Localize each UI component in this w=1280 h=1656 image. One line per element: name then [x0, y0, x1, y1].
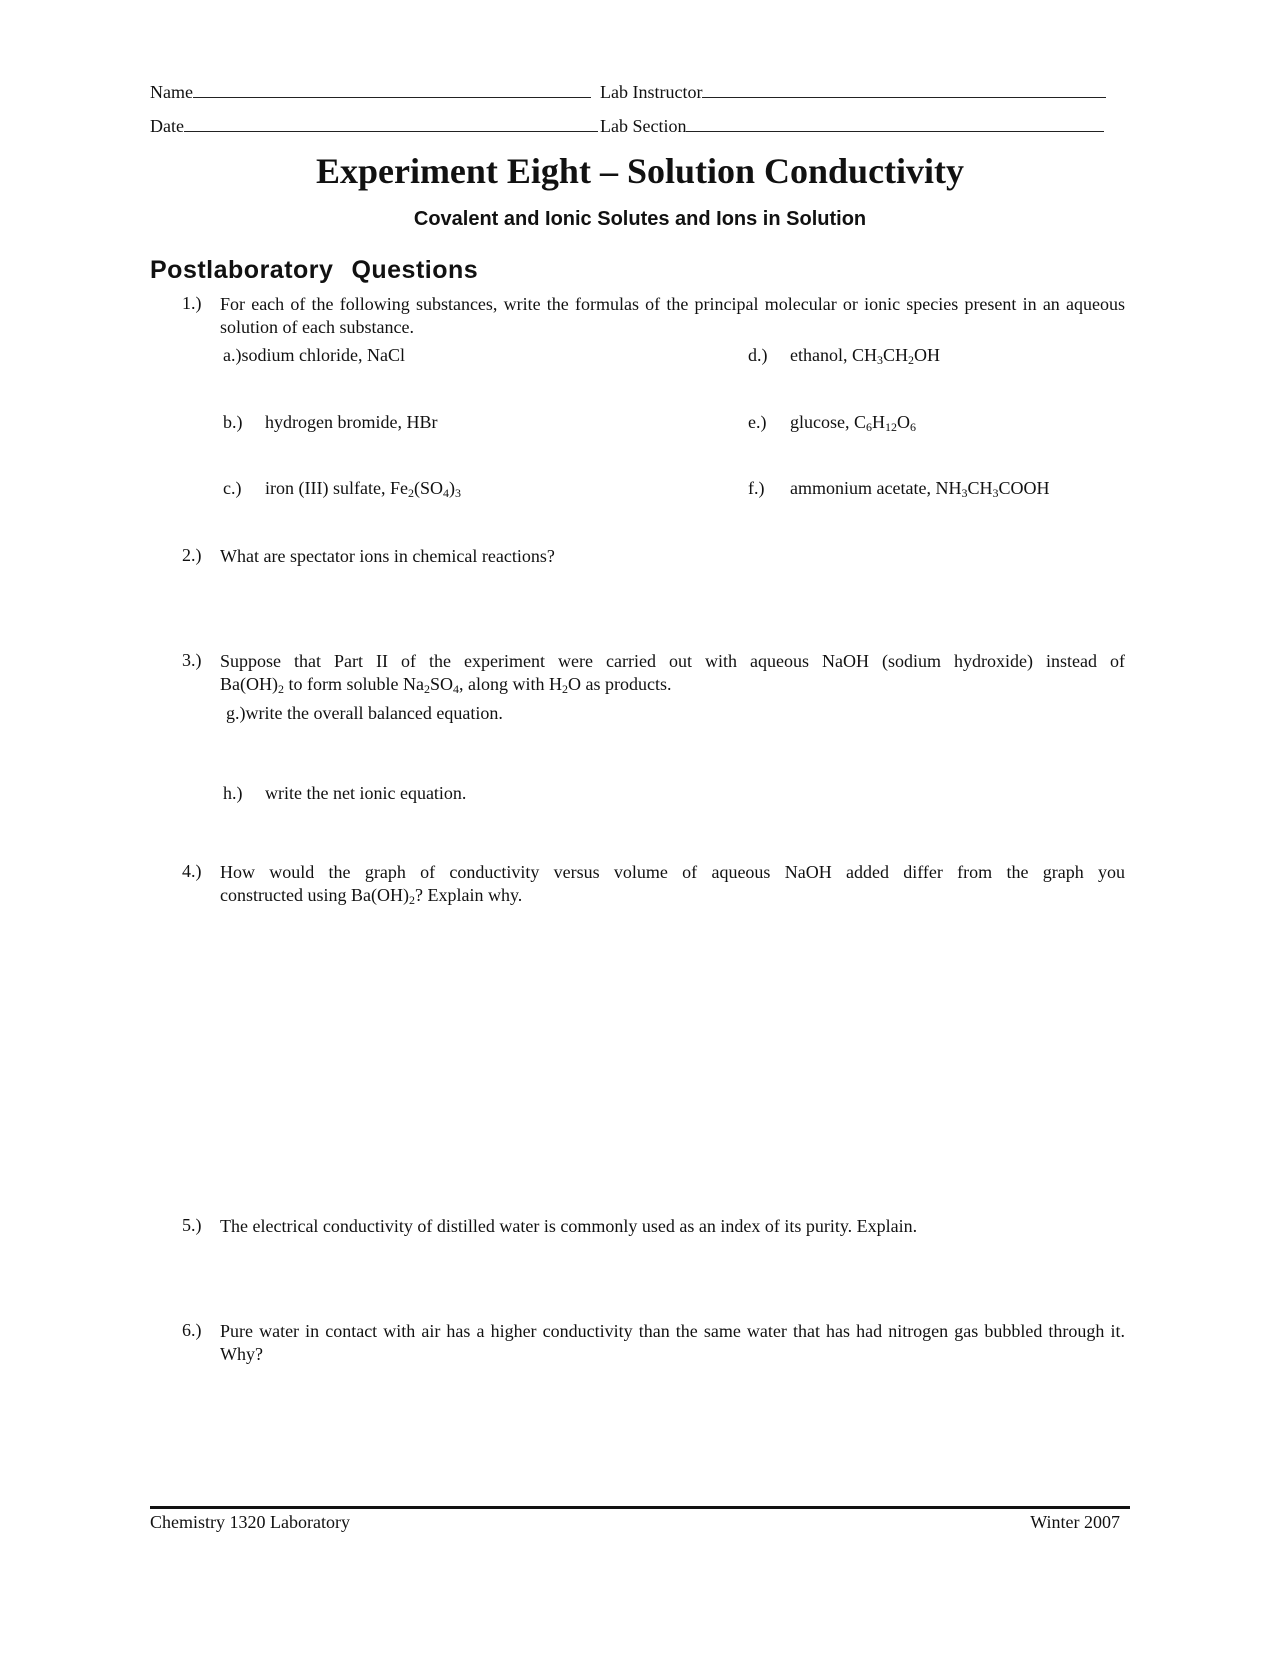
question-1d-text: ethanol, $CH_3CH_2OH$ [790, 345, 941, 367]
question-6-number: 6.) [182, 1320, 202, 1340]
question-3-line-2: $Ba(OH)_2$ to form soluble $Na_2SO_4$, along with $H_2O$ as products. [220, 674, 672, 696]
question-5-number: 5.) [182, 1215, 202, 1235]
lab-instructor-field [600, 80, 1106, 103]
question-5-text: The electrical conductivity of distilled water is commonly used as an index of its purity. Explain. [220, 1216, 918, 1236]
lab-section-blank[interactable] [686, 114, 1104, 132]
section-heading-word-1: Postlaboratory [150, 256, 334, 284]
question-3h-text: write the net ionic equation. [265, 783, 467, 803]
footer-term: Winter 2007 [1030, 1512, 1120, 1532]
question-1d [748, 345, 940, 366]
question-1b-label: b.) [223, 412, 243, 432]
lab-instructor-blank[interactable] [702, 80, 1106, 98]
question-3h-label: h.) [223, 783, 243, 803]
question-2-text: What are spectator ions in chemical reactions? [220, 546, 555, 566]
footer-course: Chemistry 1320 Laboratory [150, 1512, 350, 1532]
question-1e-text: glucose, $C_6H_{12}O_6$ [790, 412, 916, 434]
question-4-line-2: constructed using $Ba(OH)_2$? Explain why. [220, 885, 523, 907]
question-1-text: For each of the following substances, write the formulas of the principal molecular or ionic species present in an aqueous solution of each substance. [220, 294, 1125, 337]
lab-section-label: Lab Section [600, 116, 687, 136]
question-1a-text: sodium chloride, NaCl [241, 345, 405, 365]
question-4-number: 4.) [182, 861, 202, 881]
question-3g [226, 703, 503, 724]
question-1c-label: c.) [223, 478, 242, 498]
section-heading-word-2: Questions [351, 256, 479, 284]
question-1c [223, 478, 461, 499]
question-1d-label: d.) [748, 345, 768, 365]
question-1f [748, 478, 1049, 499]
question-1a-label: a.) [223, 345, 242, 365]
question-1a [223, 345, 405, 366]
question-1c-text: iron (III) sulfate, $Fe_2(SO_4)_3$ [265, 478, 461, 500]
question-4-line-1: How would the graph of conductivity versus volume of aqueous NaOH added differ from the graph you [220, 862, 1125, 882]
lab-section-field [600, 114, 1104, 137]
page-title: Experiment Eight – Solution Conductivity [315, 151, 965, 191]
date-label: Date [150, 116, 184, 136]
section-heading [150, 256, 478, 285]
question-1e [748, 412, 916, 433]
question-1e-label: e.) [748, 412, 767, 432]
question-1b [223, 412, 437, 433]
question-1-number: 1.) [182, 293, 202, 313]
question-3h [223, 783, 466, 804]
name-blank[interactable] [193, 80, 591, 98]
question-1f-text: ammonium acetate, $NH_3CH_3COOH$ [790, 478, 1050, 500]
date-blank[interactable] [184, 114, 598, 132]
date-field [150, 114, 598, 137]
question-3-number: 3.) [182, 650, 202, 670]
question-6-text: Pure water in contact with air has a higher conductivity than the same water that has had nitrogen gas bubbled through it. Why? [220, 1321, 1125, 1364]
question-1f-label: f.) [748, 478, 765, 498]
question-1b-text: hydrogen bromide, HBr [265, 412, 438, 432]
page-subtitle: Covalent and Ionic Solutes and Ions in Solution [413, 208, 867, 230]
footer-rule [150, 1506, 1130, 1509]
question-2-number: 2.) [182, 545, 202, 565]
question-3-line-1: Suppose that Part II of the experiment were carried out with aqueous NaOH (sodium hydroxide) instead of [220, 651, 1125, 671]
question-3g-text: write the overall balanced equation. [245, 703, 503, 723]
question-3g-label: g.) [226, 703, 246, 723]
name-field [150, 80, 591, 103]
name-label: Name [150, 82, 193, 102]
lab-instructor-label: Lab Instructor [600, 82, 703, 102]
